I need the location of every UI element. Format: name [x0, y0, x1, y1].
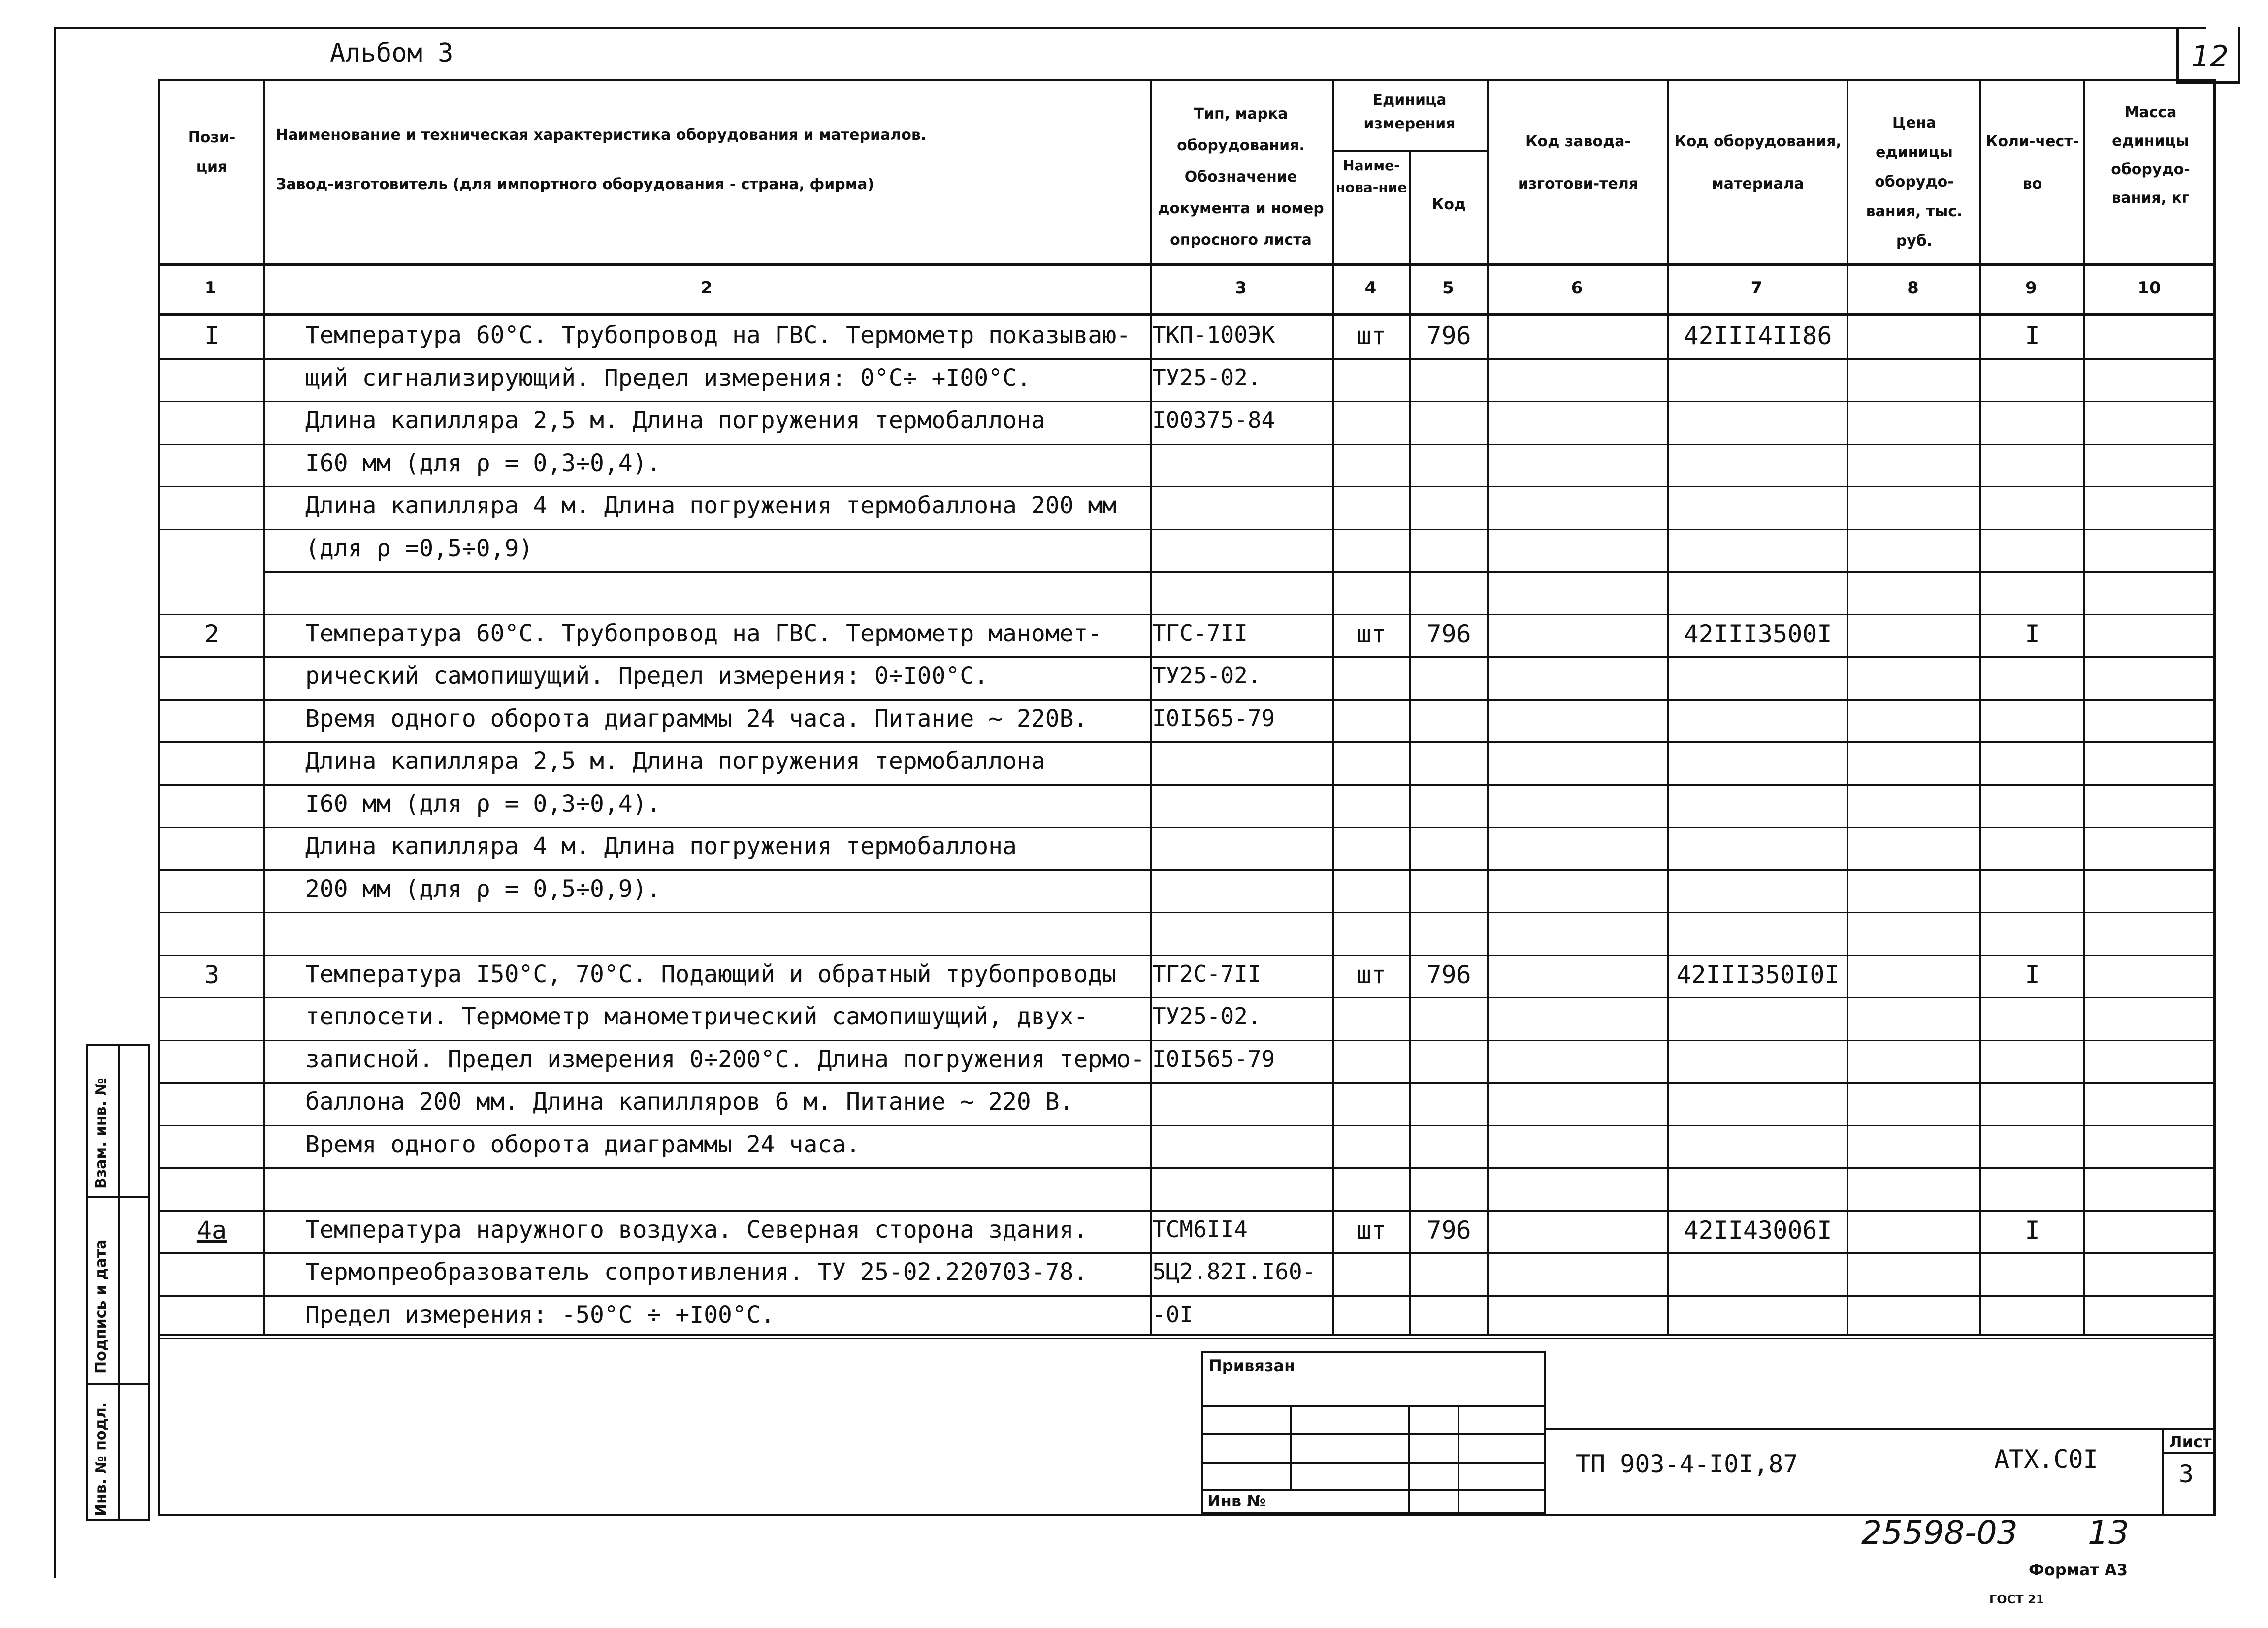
side-label-sign: Подпись и дата: [93, 1239, 110, 1373]
cell-equip: 42III3500I: [1684, 619, 1832, 648]
header-equipment-code: Код оборудования, материала: [1674, 133, 1842, 192]
privyazan-vline-3: [1458, 1405, 1459, 1514]
col-line-2: [1150, 79, 1152, 1334]
cell-code: 796: [1426, 960, 1471, 989]
side-strip-divider: [118, 1044, 120, 1521]
row-separator: [158, 784, 2216, 786]
colnum-3: 3: [1235, 278, 1247, 298]
side-strip-line-2: [86, 1383, 150, 1385]
row-separator: [158, 529, 2216, 530]
corner-sheet-number: 12: [2191, 39, 2229, 74]
privyazan-line-4: [1201, 1489, 1546, 1491]
row-separator: [158, 827, 2216, 828]
cell-unit: шт: [1356, 321, 1387, 350]
cell-code: 796: [1426, 1215, 1471, 1245]
header-factory-code: Код завода-изготови-теля: [1518, 133, 1639, 192]
colnum-bottom-line: [158, 313, 2216, 316]
cell-type: ТГ2С-7II: [1152, 960, 1262, 987]
privyazan-line-2: [1201, 1433, 1546, 1435]
row-separator: [158, 1338, 2216, 1339]
cell-text: Предел измерения: -50°С ÷ +I00°С.: [305, 1301, 775, 1329]
cell-type: ТКП-100ЭК: [1152, 321, 1275, 348]
row-separator: [158, 656, 2216, 658]
cell-type: ТУ25-02.: [1152, 662, 1262, 689]
colnum-6: 6: [1571, 278, 1583, 298]
colnum-2: 2: [701, 278, 713, 298]
col-line-8: [1979, 79, 1981, 1334]
frame-left: [54, 27, 56, 1578]
row-separator: [158, 869, 2216, 871]
cell-pos: 4а: [196, 1215, 227, 1245]
cell-text: Время одного оборота диаграммы 24 часа.: [305, 1130, 861, 1158]
cell-text: Температура 60°С. Трубопровод на ГВС. Термометр показываю-: [305, 321, 1131, 349]
cell-type: ТУ25-02.: [1152, 364, 1262, 391]
row-separator: [158, 444, 2216, 445]
sheet-label-line: [2162, 1452, 2216, 1454]
row-separator: [158, 1040, 2216, 1041]
cell-type: -0I: [1152, 1301, 1194, 1328]
unit-subheader-line: [1332, 150, 1487, 152]
cell-qty: I: [2025, 960, 2040, 989]
colnum-9: 9: [2025, 278, 2037, 298]
header-position: Пози- ция: [188, 129, 236, 176]
header-unit-group: Единица измерения: [1363, 92, 1456, 132]
colnum-8: 8: [1907, 278, 1919, 298]
cell-text: щий сигнализирующий. Предел измерения: 0°С÷ +I00°С.: [305, 364, 1031, 392]
privyazan-label: Привязан: [1209, 1356, 1296, 1375]
cell-equip: 42III350I0I: [1676, 960, 1840, 989]
row-separator: [158, 741, 2216, 743]
cell-text: рический самопишущий. Предел измерения: 0÷I00°С.: [305, 662, 989, 690]
cell-code: 796: [1426, 321, 1471, 350]
header-name-line2: Завод-изготовитель (для импортного оборудования - страна, фирма): [276, 176, 875, 193]
table-body-bottom: [158, 1334, 2216, 1336]
cell-unit: шт: [1356, 1215, 1387, 1245]
side-label-inv: Инв. № подл.: [93, 1402, 110, 1516]
format-label: Формат А3: [2029, 1561, 2128, 1579]
doc-code: ТП 903-4-I0I,87: [1576, 1450, 1798, 1478]
row-separator: [158, 955, 2216, 956]
frame-top-left: [54, 27, 778, 29]
cell-text: Термопреобразователь сопротивления. ТУ 25-02.220703-78.: [305, 1258, 1088, 1286]
sheet-number: 3: [2179, 1460, 2194, 1488]
header-price: Цена единицы оборудо-вания, тыс. руб.: [1866, 114, 1963, 250]
cell-pos: I: [204, 321, 220, 350]
colnum-5: 5: [1442, 278, 1454, 298]
cell-text: Температура I50°С, 70°С. Подающий и обратный трубопроводы: [305, 960, 1117, 988]
row-separator: [158, 401, 2216, 402]
cell-text: (для ρ =0,5÷0,9): [305, 534, 533, 562]
row-separator: [158, 486, 2216, 487]
cell-type: I00375-84: [1152, 407, 1275, 433]
sheet-label: Лист: [2169, 1433, 2212, 1451]
cell-text: Время одного оборота диаграммы 24 часа. Питание ~ 220В.: [305, 704, 1088, 733]
cell-unit: шт: [1356, 619, 1387, 648]
col-line-9: [2083, 79, 2085, 1334]
col-line-5: [1487, 79, 1489, 1334]
side-strip-line-1: [86, 1196, 150, 1198]
row-separator: [158, 358, 2216, 360]
header-bottom-line: [158, 263, 2216, 266]
cell-equip: 42III4II86: [1684, 321, 1832, 350]
colnum-4: 4: [1364, 278, 1377, 298]
cell-text: теплосети. Термометр манометрический самопишущий, двух-: [305, 1003, 1088, 1030]
cell-text: Температура 60°С. Трубопровод на ГВС. Термометр маномет-: [305, 619, 1102, 647]
cell-text: Длина капилляра 2,5 м. Длина погружения термобаллона: [305, 747, 1045, 775]
privyazan-vline-2: [1408, 1405, 1410, 1514]
row-separator: [158, 699, 2216, 701]
cell-text: Длина капилляра 4 м. Длина погружения термобаллона: [305, 832, 1017, 860]
header-name-line1: Наименование и техническая характеристика оборудования и материалов.: [276, 127, 927, 144]
colnum-10: 10: [2138, 278, 2161, 298]
cell-text: I60 мм (для ρ = 0,3÷0,4).: [305, 449, 661, 477]
row-separator: [158, 1252, 2216, 1254]
colnum-7: 7: [1750, 278, 1763, 298]
cell-text: баллона 200 мм. Длина капилляров 6 м. Питание ~ 220 В.: [305, 1088, 1074, 1116]
col-line-6: [1667, 79, 1669, 1334]
cell-equip: 42II43006I: [1684, 1215, 1832, 1245]
privyazan-line-1: [1201, 1405, 1546, 1407]
col-line-3: [1332, 79, 1334, 1334]
cell-type: ТСМ6II4: [1152, 1215, 1248, 1243]
cell-pos: 2: [204, 619, 220, 648]
row-separator: [158, 912, 2216, 913]
col-line-7: [1847, 79, 1848, 1334]
cell-code: 796: [1426, 619, 1471, 648]
header-unit-name: Наиме-нова-ние: [1335, 158, 1407, 195]
cell-text: Длина капилляра 4 м. Длина погружения термобаллона 200 мм: [305, 492, 1117, 519]
row-separator: [158, 997, 2216, 998]
cell-text: Длина капилляра 2,5 м. Длина погружения термобаллона: [305, 407, 1045, 434]
row-separator: [158, 1210, 2216, 1212]
archive-page: 13: [2088, 1514, 2129, 1552]
cell-qty: I: [2025, 619, 2040, 648]
album-label: Альбом 3: [330, 38, 454, 68]
side-label-replace: Взам. инв. №: [93, 1078, 110, 1189]
row-separator: [158, 1167, 2216, 1169]
cell-type: I0I565-79: [1152, 1045, 1275, 1072]
frame-top-right: [778, 27, 2206, 29]
row-separator: [158, 614, 2216, 615]
colnum-1: 1: [204, 278, 217, 298]
doc-mark: АТХ.С0I: [1994, 1445, 2098, 1473]
cell-text: записной. Предел измерения 0÷200°С. Длина погружения термо-: [305, 1045, 1145, 1073]
privyazan-vline-1: [1290, 1405, 1292, 1489]
cell-type: I0I565-79: [1152, 704, 1275, 732]
cell-type: ТУ25-02.: [1152, 1003, 1262, 1029]
inv-number-label: Инв №: [1207, 1492, 1266, 1510]
col-line-1: [263, 79, 265, 1334]
cell-type: 5Ц2.82I.I60-: [1152, 1258, 1316, 1285]
row-separator: [158, 1295, 2216, 1297]
cell-unit: шт: [1356, 960, 1387, 989]
cell-text: I60 мм (для ρ = 0,3÷0,4).: [305, 790, 661, 818]
archive-number: 25598-03: [1861, 1514, 2018, 1552]
privyazan-line-3: [1201, 1462, 1546, 1464]
cell-type: ТГС-7II: [1152, 619, 1248, 646]
title-block-divider: [2162, 1428, 2164, 1514]
header-unit-code: Код: [1431, 196, 1466, 213]
header-quantity: Коли-чест-во: [1985, 133, 2079, 192]
header-type: Тип, марка оборудования. Обозначение документа и номер опросного листа: [1158, 105, 1324, 249]
row-separator: [158, 1125, 2216, 1126]
cell-qty: I: [2025, 321, 2040, 350]
cell-text: 200 мм (для ρ = 0,5÷0,9).: [305, 875, 661, 903]
row-separator: [263, 571, 2216, 573]
row-separator: [158, 1082, 2216, 1084]
cell-qty: I: [2025, 1215, 2040, 1245]
gost-label: ГОСТ 21: [1989, 1593, 2044, 1606]
header-mass: Масса единицы оборудо-вания, кг: [2111, 104, 2190, 207]
cell-text: Температура наружного воздуха. Северная сторона здания.: [305, 1215, 1088, 1244]
cell-pos: 3: [204, 960, 220, 989]
